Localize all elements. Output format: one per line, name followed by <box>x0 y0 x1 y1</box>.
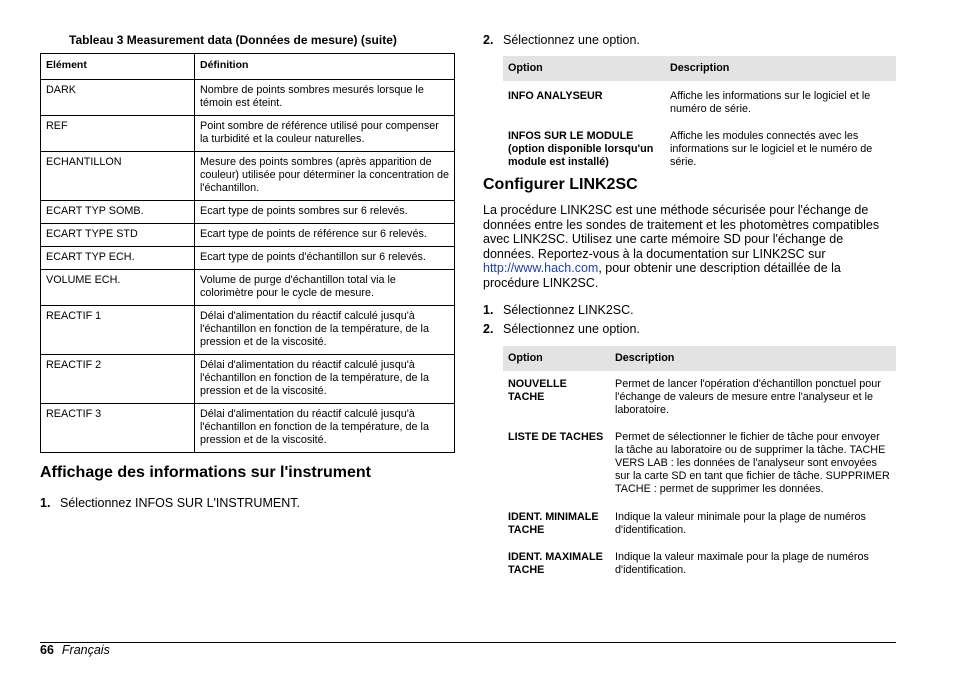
cell-option: NOUVELLE TACHE <box>508 378 567 403</box>
cell-description: Permet de sélectionner le fichier de tâche pour envoyer la tâche au laboratoire ou de supprimer la tâche. TACHE VERS LAB : les données de l'analyseur sont envoyées sur la carte SD en tant que fichier de tâche. SUPPRIMER TACHE : permet de supprimer les données. <box>615 431 890 495</box>
paragraph-text: , pour obtenir une description détaillée de la procédure LINK2SC. <box>483 261 841 290</box>
cell-option: IDENT. MINIMALE TACHE <box>508 511 599 536</box>
table-row <box>41 201 455 224</box>
step-text: Sélectionnez une option. <box>503 33 640 47</box>
table-row <box>503 121 896 174</box>
step-item <box>483 322 640 336</box>
step-number: 1. <box>483 303 494 317</box>
cell-definition: Délai d'alimentation du réactif calculé jusqu'à l'échantillon en fonction de la température, de la pression et de la viscosité. <box>195 404 455 453</box>
step-number: 2. <box>483 33 494 47</box>
cell-option: LISTE DE TACHES <box>508 431 604 443</box>
column-header-description: Description <box>610 346 896 371</box>
column-header-option: Option <box>503 56 665 81</box>
link2sc-options-table <box>503 346 896 582</box>
step-text: Sélectionnez LINK2SC. <box>503 303 634 317</box>
table-row <box>41 306 455 355</box>
section-heading-link2sc: Configurer LINK2SC <box>483 176 638 193</box>
table-header-row <box>503 56 896 81</box>
table-row <box>503 371 896 422</box>
paragraph-text: La procédure LINK2SC est une méthode sécurisée pour l'échange de données entre les sondes de traitement et les photomètres compatibles avec LINK2SC. Utilisez une carte mémoire SD pour l'échange de données. Reportez-vous à la documentation sur LINK2SC sur <box>483 203 880 261</box>
step-item <box>483 303 634 317</box>
column-header-definition: Définition <box>195 54 455 80</box>
table-row <box>41 152 455 201</box>
column-header-description: Description <box>665 56 896 81</box>
table-row <box>503 501 896 542</box>
info-options-table <box>503 56 896 174</box>
table-row <box>41 116 455 152</box>
cell-element: ECART TYP ECH. <box>41 247 195 270</box>
step-item <box>40 496 300 510</box>
page-number: 66 <box>40 643 54 657</box>
table-row <box>503 422 896 501</box>
column-header-option: Option <box>503 346 610 371</box>
cell-element: REF <box>41 116 195 152</box>
cell-definition: Délai d'alimentation du réactif calculé jusqu'à l'échantillon en fonction de la température, de la pression et de la viscosité. <box>195 306 455 355</box>
cell-description: Indique la valeur maximale pour la plage de numéros d'identification. <box>615 551 869 576</box>
step-number: 2. <box>483 322 494 336</box>
cell-definition: Ecart type de points de référence sur 6 relevés. <box>195 224 455 247</box>
footer-language: Français <box>61 643 110 657</box>
cell-option: INFO ANALYSEUR <box>508 90 603 102</box>
table-caption: Tableau 3 Measurement data (Données de mesure) (suite) <box>69 33 397 47</box>
cell-element: REACTIF 3 <box>41 404 195 453</box>
column-header-element: Elément <box>41 54 195 80</box>
measurement-data-table <box>40 53 455 453</box>
cell-element: VOLUME ECH. <box>41 270 195 306</box>
table-row <box>503 81 896 121</box>
table-row <box>503 542 896 582</box>
step-text: Sélectionnez une option. <box>503 322 640 336</box>
table-header-row <box>503 346 896 371</box>
step-number: 1. <box>40 496 51 510</box>
cell-description: Permet de lancer l'opération d'échantillon ponctuel pour l'échange de valeurs de mesure entre l'analyseur et le laboratoire. <box>615 378 881 416</box>
hach-link[interactable]: http://www.hach.com <box>483 261 599 275</box>
cell-definition: Ecart type de points d'échantillon sur 6 relevés. <box>195 247 455 270</box>
cell-element: ECART TYP SOMB. <box>41 201 195 224</box>
cell-description: Affiche les informations sur le logiciel et le numéro de série. <box>670 90 871 115</box>
link2sc-paragraph <box>483 203 893 290</box>
table-row <box>41 404 455 453</box>
cell-definition: Point sombre de référence utilisé pour compenser la turbidité et la couleur naturelles. <box>195 116 455 152</box>
section-heading-affichage: Affichage des informations sur l'instrument <box>40 464 371 481</box>
table-row <box>41 355 455 404</box>
cell-element: REACTIF 2 <box>41 355 195 404</box>
cell-definition: Ecart type de points sombres sur 6 relevés. <box>195 201 455 224</box>
table-row <box>41 270 455 306</box>
step-text: Sélectionnez INFOS SUR L'INSTRUMENT. <box>60 496 300 510</box>
step-item <box>483 33 640 47</box>
cell-element: DARK <box>41 80 195 116</box>
cell-definition: Délai d'alimentation du réactif calculé jusqu'à l'échantillon en fonction de la température, de la pression et de la viscosité. <box>195 355 455 404</box>
cell-element: REACTIF 1 <box>41 306 195 355</box>
cell-option: INFOS SUR LE MODULE (option disponible lorsqu'un module est installé) <box>508 130 654 168</box>
table-header-row <box>41 54 455 80</box>
cell-description: Indique la valeur minimale pour la plage de numéros d'identification. <box>615 511 866 536</box>
footer-rule <box>40 642 896 643</box>
cell-description: Affiche les modules connectés avec les informations sur le logiciel et le numéro de série. <box>670 130 873 168</box>
cell-definition: Mesure des points sombres (après apparition de couleur) utilisée pour déterminer la concentration de l'échantillon. <box>195 152 455 201</box>
page-footer <box>40 643 110 657</box>
table-row <box>41 224 455 247</box>
cell-option: IDENT. MAXIMALE TACHE <box>508 551 603 576</box>
cell-definition: Nombre de points sombres mesurés lorsque le témoin est éteint. <box>195 80 455 116</box>
cell-element: ECHANTILLON <box>41 152 195 201</box>
cell-element: ECART TYPE STD <box>41 224 195 247</box>
cell-definition: Volume de purge d'échantillon total via le colorimètre pour le cycle de mesure. <box>195 270 455 306</box>
table-row <box>41 80 455 116</box>
table-row <box>41 247 455 270</box>
